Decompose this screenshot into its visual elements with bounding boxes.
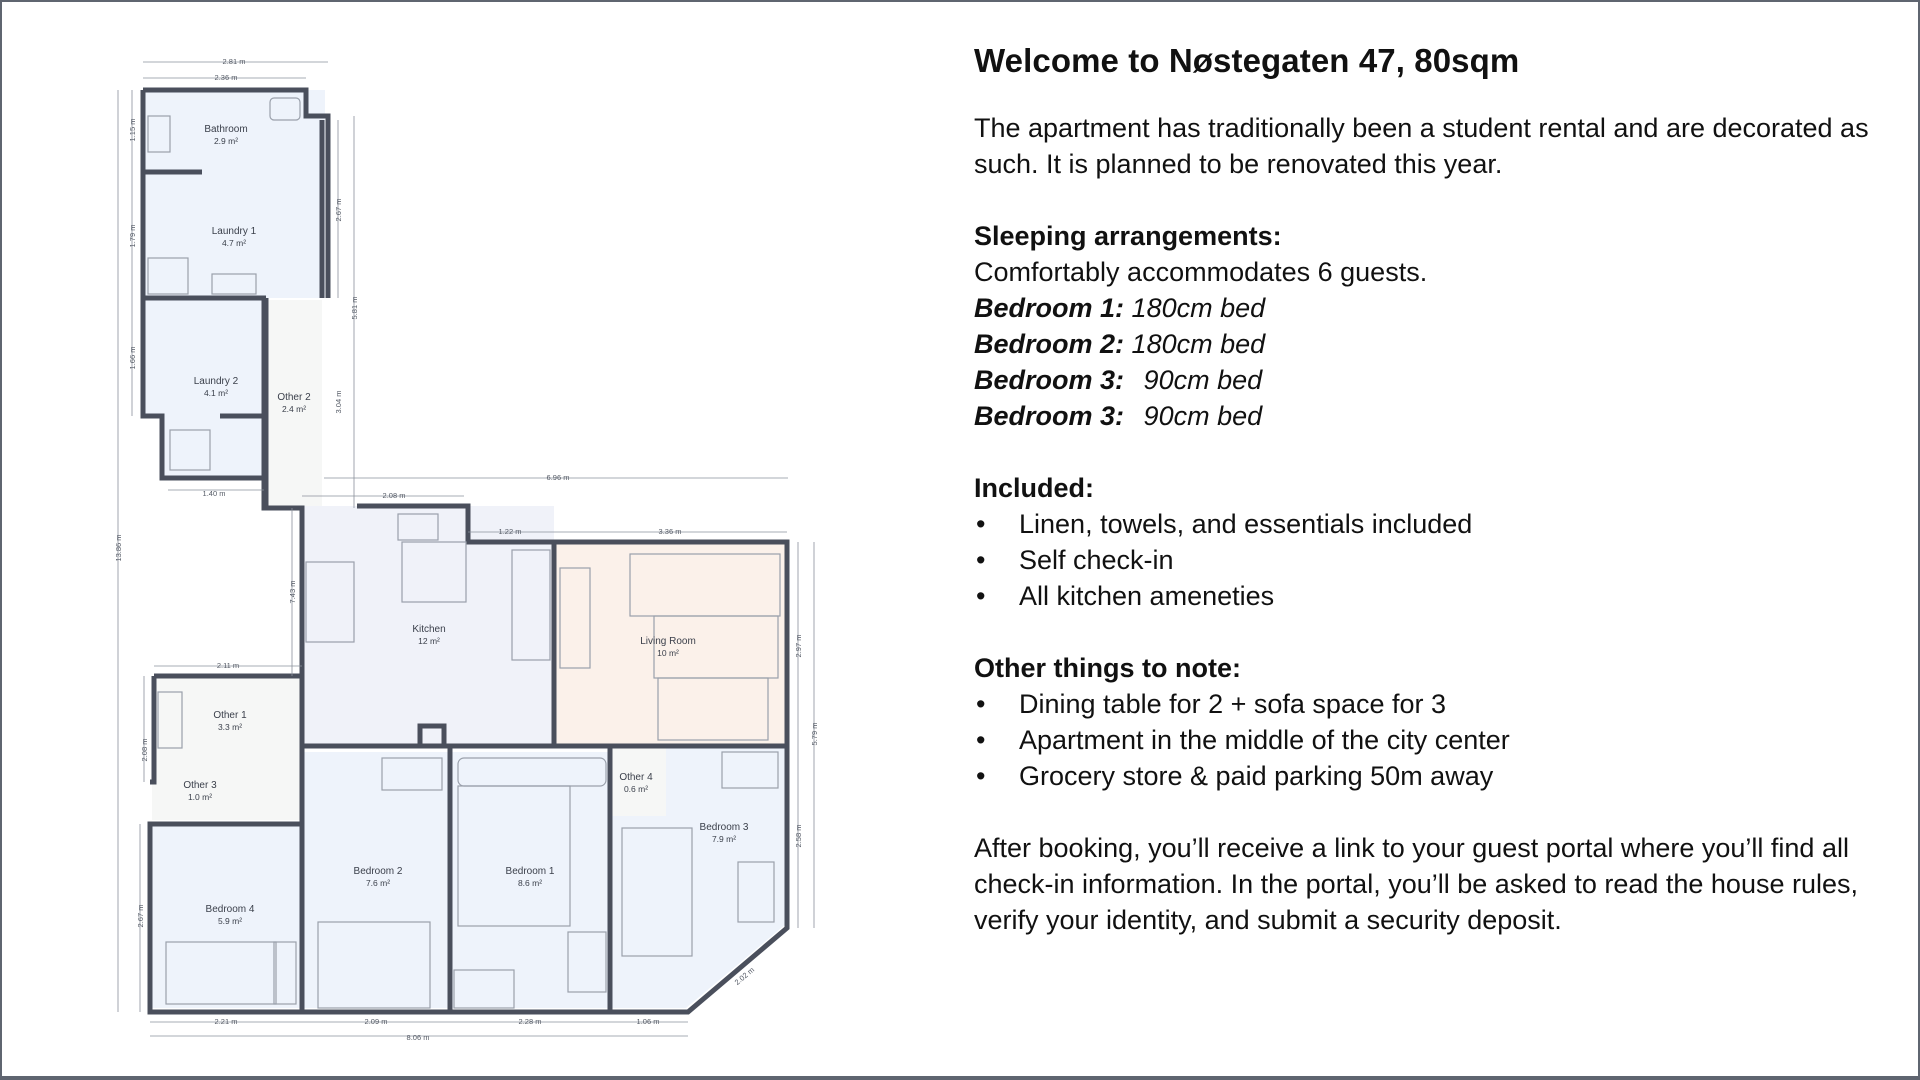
room-area: 0.6 m² xyxy=(623,784,649,794)
notes-section xyxy=(974,650,1874,794)
dimension-label: 2.67 m xyxy=(136,904,145,928)
dimension-label: 7.43 m xyxy=(288,580,297,604)
included-list xyxy=(974,506,1874,614)
room-name: Bathroom xyxy=(204,124,248,135)
bed-label: Bedroom 3: xyxy=(974,401,1125,431)
room-name: Laundry 2 xyxy=(193,376,239,387)
room-name: Bedroom 2 xyxy=(353,866,403,877)
intro-paragraph: The apartment has traditionally been a student rental and are decorated as such. It is planned to be renovated this year. xyxy=(974,113,1869,179)
room-area: 10 m² xyxy=(657,648,679,658)
bullet-icon: • xyxy=(976,581,986,611)
bed-value: 180cm bed xyxy=(1131,329,1266,359)
page-title: Welcome to Nøstegaten 47, 80sqm xyxy=(974,42,1520,79)
room-area: 7.9 m² xyxy=(711,834,737,844)
room-area: 1.0 m² xyxy=(187,792,213,802)
dimension-label: 1.06 m xyxy=(636,1017,660,1026)
bed-line xyxy=(974,290,1874,326)
bullet-icon: • xyxy=(976,509,986,539)
dimension-label: 13.86 m xyxy=(114,534,123,562)
dimension-label: 3.36 m xyxy=(658,527,682,536)
room-name: Kitchen xyxy=(412,624,446,635)
dimension-label: 2.81 m xyxy=(222,57,246,66)
room-name: Other 2 xyxy=(277,392,311,403)
dimension-label: 1.40 m xyxy=(202,489,226,498)
bed-label: Bedroom 2: xyxy=(974,329,1125,359)
bed-line xyxy=(974,326,1874,362)
dimension-label: 2.08 m xyxy=(382,491,406,500)
room-area: 2.9 m² xyxy=(213,136,239,146)
room-area: 4.7 m² xyxy=(221,238,247,248)
list-item xyxy=(974,686,1874,722)
dimension-label: 2.58 m xyxy=(794,824,803,848)
list-item-text: Grocery store & paid parking 50m away xyxy=(1019,761,1494,791)
list-item xyxy=(974,542,1874,578)
room-name: Other 1 xyxy=(213,710,247,721)
dimension-label: 1.22 m xyxy=(498,527,522,536)
slide xyxy=(2,2,1918,1076)
floor-plan-drawing xyxy=(2,2,902,1076)
sleeping-section xyxy=(974,218,1874,434)
bed-label: Bedroom 1: xyxy=(974,293,1125,323)
dimension-label: 5.81 m xyxy=(350,296,359,320)
dimension-label: 1.15 m xyxy=(128,118,137,142)
room-name: Other 4 xyxy=(619,772,653,783)
bed-value: 180cm bed xyxy=(1131,293,1266,323)
bullet-icon: • xyxy=(976,689,986,719)
dimension-label: 2.36 m xyxy=(214,73,238,82)
list-item-text: Self check-in xyxy=(1019,545,1174,575)
room-area: 5.9 m² xyxy=(217,916,243,926)
dimension-label: 2.09 m xyxy=(364,1017,388,1026)
dimension-label: 2.97 m xyxy=(794,634,803,658)
included-heading: Included: xyxy=(974,473,1094,503)
room-name: Bedroom 4 xyxy=(205,904,255,915)
room-area: 4.1 m² xyxy=(203,388,229,398)
dimension-label: 2.02 m xyxy=(732,965,757,987)
dimension-label: 5.79 m xyxy=(810,722,819,746)
dimension-label: 1.79 m xyxy=(128,224,137,248)
dimension-label: 3.04 m xyxy=(334,390,343,414)
list-item-text: Linen, towels, and essentials included xyxy=(1019,509,1473,539)
room-area: 12 m² xyxy=(418,636,440,646)
bed-value: 90cm bed xyxy=(1143,365,1263,395)
room-area: 7.6 m² xyxy=(365,878,391,888)
bed-value: 90cm bed xyxy=(1143,401,1263,431)
dimension-label: 2.08 m xyxy=(140,738,149,762)
outro-paragraph: After booking, you’ll receive a link to your guest portal where you’ll find all check-in information. In the portal, you’ll be asked to read the house rules, verify your identity, and submit a security deposit. xyxy=(974,833,1858,935)
sleeping-heading: Sleeping arrangements: xyxy=(974,221,1282,251)
dimension-label: 8.06 m xyxy=(406,1033,430,1042)
list-item xyxy=(974,758,1874,794)
dimension-label: 2.67 m xyxy=(334,198,343,222)
description-panel xyxy=(974,42,1874,974)
room-area: 8.6 m² xyxy=(517,878,543,888)
dimension-label: 6.96 m xyxy=(546,473,570,482)
room-name: Bedroom 1 xyxy=(505,866,555,877)
notes-list xyxy=(974,686,1874,794)
list-item xyxy=(974,578,1874,614)
dimension-label: 2.11 m xyxy=(216,661,240,670)
list-item xyxy=(974,722,1874,758)
bullet-icon: • xyxy=(976,545,986,575)
room-name: Laundry 1 xyxy=(211,226,257,237)
included-section xyxy=(974,470,1874,614)
room-name: Living Room xyxy=(640,636,696,647)
notes-heading: Other things to note: xyxy=(974,653,1241,683)
room-area: 3.3 m² xyxy=(217,722,243,732)
list-item-text: Apartment in the middle of the city center xyxy=(1019,725,1510,755)
bed-label: Bedroom 3: xyxy=(974,365,1125,395)
bullet-icon: • xyxy=(976,725,986,755)
dimension-label: 1.66 m xyxy=(128,346,137,370)
sleeping-summary: Comfortably accommodates 6 guests. xyxy=(974,257,1428,287)
bullet-icon: • xyxy=(976,761,986,791)
list-item xyxy=(974,506,1874,542)
room-name: Other 3 xyxy=(183,780,217,791)
list-item-text: Dining table for 2 + sofa space for 3 xyxy=(1019,689,1447,719)
dimension-label: 2.28 m xyxy=(518,1017,542,1026)
floor-plan xyxy=(2,2,902,1076)
bed-line xyxy=(974,362,1874,398)
dimension-label: 2.21 m xyxy=(214,1017,238,1026)
list-item-text: All kitchen ameneties xyxy=(1019,581,1275,611)
room-name: Bedroom 3 xyxy=(699,822,749,833)
room-area: 2.4 m² xyxy=(281,404,307,414)
bed-line xyxy=(974,398,1874,434)
